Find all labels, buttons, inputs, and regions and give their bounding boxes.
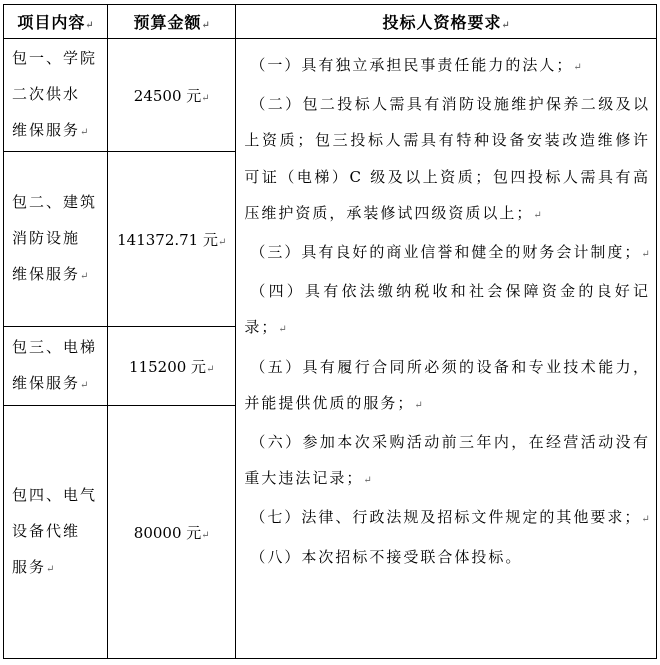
requirement-item: （五）具有履行合同所必须的设备和专业技术能力，并能提供优质的服务；↵ [244, 357, 650, 412]
requirement-item: （八）本次招标不接受联合体投标。 [250, 547, 523, 566]
header-item: 项目内容↵ [4, 5, 108, 39]
header-row [4, 5, 657, 39]
budget-cell: 141372.71 元↵ [108, 152, 236, 327]
item-cell: 包三、电梯 维保服务↵ [4, 327, 108, 406]
qualification-table [3, 4, 657, 659]
budget-cell: 24500 元↵ [108, 39, 236, 152]
table-row [4, 39, 657, 152]
header-requirements: 投标人资格要求↵ [236, 5, 657, 39]
requirement-item: （四）具有依法缴纳税收和社会保障资金的良好记录；↵ [244, 282, 650, 337]
requirement-item: （三）具有良好的商业信誉和健全的财务会计制度；↵ [250, 243, 650, 262]
requirement-item: （一）具有独立承担民事责任能力的法人；↵ [250, 56, 582, 74]
header-budget: 预算金额↵ [108, 5, 236, 39]
requirement-item: （七）法律、行政法规及招标文件规定的其他要求；↵ [250, 508, 650, 527]
item-cell: 包二、建筑 消防设施 维保服务↵ [4, 152, 108, 327]
requirements-cell [236, 39, 657, 659]
item-cell: 包四、电气 设备代维 服务↵ [4, 406, 108, 659]
item-cell: 包一、学院 二次供水 维保服务↵ [4, 39, 108, 152]
budget-cell: 80000 元↵ [108, 406, 236, 659]
requirement-item: （二）包二投标人需具有消防设施维护保养二级及以上资质；包三投标人需具有特种设备安装改造维修许可证（电梯）C 级及以上资质；包四投标人需具有高压维护资质，承装修试四级资质以上；↵ [244, 95, 650, 222]
budget-cell: 115200 元↵ [108, 327, 236, 406]
requirement-item: （六）参加本次采购活动前三年内，在经营活动没有重大违法记录；↵ [244, 433, 650, 488]
